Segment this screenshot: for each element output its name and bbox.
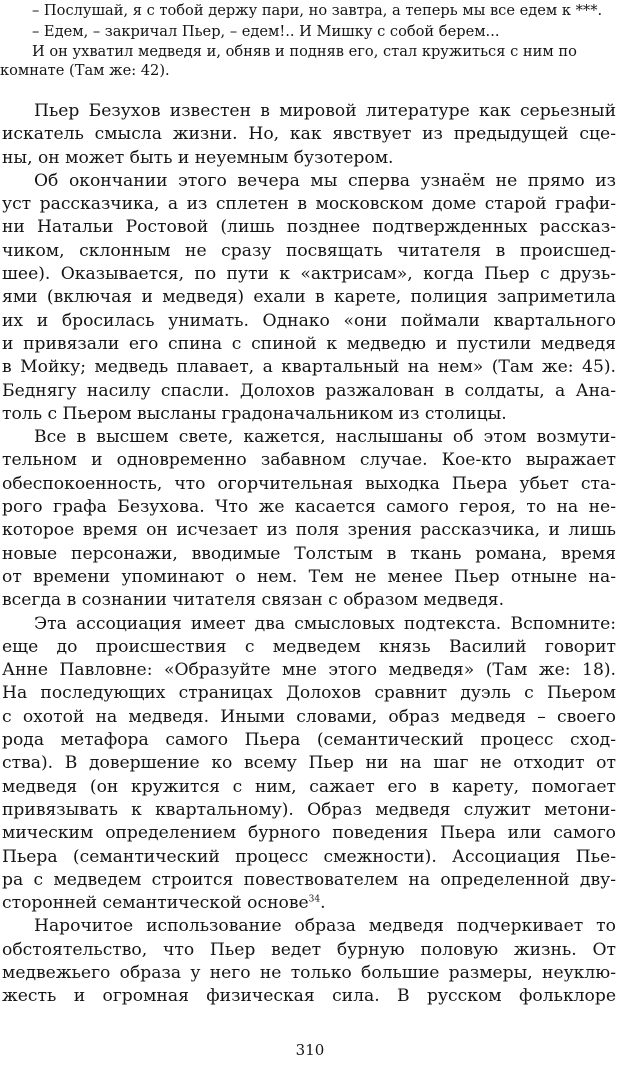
text-line: обстоятельство, что Пьер ведет бурную половую жизнь. От xyxy=(2,939,616,960)
quote-line: – Едем, – закричал Пьер, – едем!.. И Мишку с собой берем... xyxy=(32,22,500,40)
text-line: ра с медведем строится повествователем на определенной дву- xyxy=(2,869,616,890)
text-line: еще до происшествия с медведем князь Василий говорит xyxy=(2,636,616,657)
body-text xyxy=(2,100,616,1009)
paragraph xyxy=(2,613,616,916)
text-line: привязывать к квартальному). Образ медведя служит метони- xyxy=(2,799,616,820)
text-line: ями (включая и медведя) ехали в карете, полиция заприметила xyxy=(2,287,616,308)
text-line: обеспокоенность, что огорчительная выходка Пьера убьет ста- xyxy=(2,473,616,494)
quote-line: – Послушай, я с тобой держу пари, но завтра, а теперь мы все едем к ***. xyxy=(32,2,603,19)
text-line: медведя (он кружится с ним, сажает его в карету, помогает xyxy=(2,776,616,797)
paragraph xyxy=(2,915,616,1008)
text-line: Пьера (семантический процесс смежности). Ассоциация Пье- xyxy=(2,846,616,867)
text-line: ны, он может быть и неуемным бузотером. xyxy=(2,147,394,168)
text-line: уст рассказчика, а из сплетен в московском доме старой графи- xyxy=(2,194,616,215)
text-line: ства). В довершение ко всему Пьер ни на шаг не отходит от xyxy=(2,753,616,774)
text-line: с охотой на медведя. Иными словами, образ медведя – своего xyxy=(2,706,616,727)
text-line: Все в высшем свете, кажется, наслышаны об этом возмути- xyxy=(34,427,616,448)
text-line: всегда в сознании читателя связан с образом медведя. xyxy=(2,590,505,611)
text-line: Пьер Безухов известен в мировой литературе как серьезный xyxy=(34,101,616,121)
text-line: Нарочитое использование образа медведя подчеркивает то xyxy=(34,916,616,937)
text-line: и привязали его спина с спиной к медведю и пустили медведя xyxy=(2,333,616,354)
text-line: сторонней семантической основе$^{34}$. xyxy=(2,893,326,914)
text-line: шее). Оказывается, по пути к «актрисам», когда Пьер с друзь- xyxy=(2,264,616,285)
text-line: их и бросилась унимать. Однако «они поймали квартального xyxy=(2,310,616,331)
footnote-reference[interactable]: 34 xyxy=(308,894,321,905)
text-line: ни Натальи Ростовой (лишь позднее подтвержденных рассказ- xyxy=(2,217,616,238)
text-line: толь с Пьером высланы градоначальником из столицы. xyxy=(2,403,507,424)
text-line: рода метафора самого Пьера (семантический процесс сход- xyxy=(2,730,616,751)
text-line: жесть и огромная физическая сила. В русском фольклоре xyxy=(2,986,616,1007)
text-line: Об окончании этого вечера мы сперва узнаём не прямо из xyxy=(34,170,616,191)
text-line: Беднягу насилу спасли. Долохов разжалован в солдаты, а Ана- xyxy=(2,380,616,401)
text-line: тельном и одновременно забавном случае. Кое-кто выражает xyxy=(2,450,616,471)
text-line: мическим определением бурного поведения Пьера или самого xyxy=(2,823,616,844)
paragraph xyxy=(2,170,616,426)
page-number: 310 xyxy=(295,1041,325,1059)
quote-line: комнате (Там же: 42). xyxy=(0,61,170,79)
text-line: Эта ассоциация имеет два смысловых подтекста. Вспомните: xyxy=(34,613,616,634)
text-line: которое время он исчезает из поля зрения рассказчика, и лишь xyxy=(2,520,616,541)
text-line: новые персонажи, вводимые Толстым в ткань романа, время xyxy=(2,543,616,564)
text-line: На последующих страницах Долохов сравнит дуэль с Пьером xyxy=(2,683,616,704)
text-line: медвежьего образа у него не только большие размеры, неуклю- xyxy=(2,962,616,983)
text-line-content: сторонней семантической основе xyxy=(2,893,309,914)
paragraph xyxy=(2,100,616,170)
text-line: от времени упоминают о нем. Тем не менее Пьер отныне на- xyxy=(2,566,616,587)
text-line: чиком, склонным не сразу посвящать читателя в происшед- xyxy=(2,240,616,261)
text-line: рого графа Безухова. Что же касается самого героя, то на не- xyxy=(2,497,616,518)
quote-line: И он ухватил медведя и, обняв и подняв его, стал кружиться с ним по xyxy=(32,43,577,61)
quoted-dialogue xyxy=(0,2,614,80)
text-line: искатель смысла жизни. Но, как явствует из предыдущей сце- xyxy=(2,124,616,145)
paragraph xyxy=(2,426,616,612)
text-line: Анне Павловне: «Образуйте мне этого медведя» (Там же: 18). xyxy=(2,660,616,681)
text-line: в Мойку; медведь плавает, а квартальный на нем» (Там же: 45). xyxy=(2,357,616,378)
